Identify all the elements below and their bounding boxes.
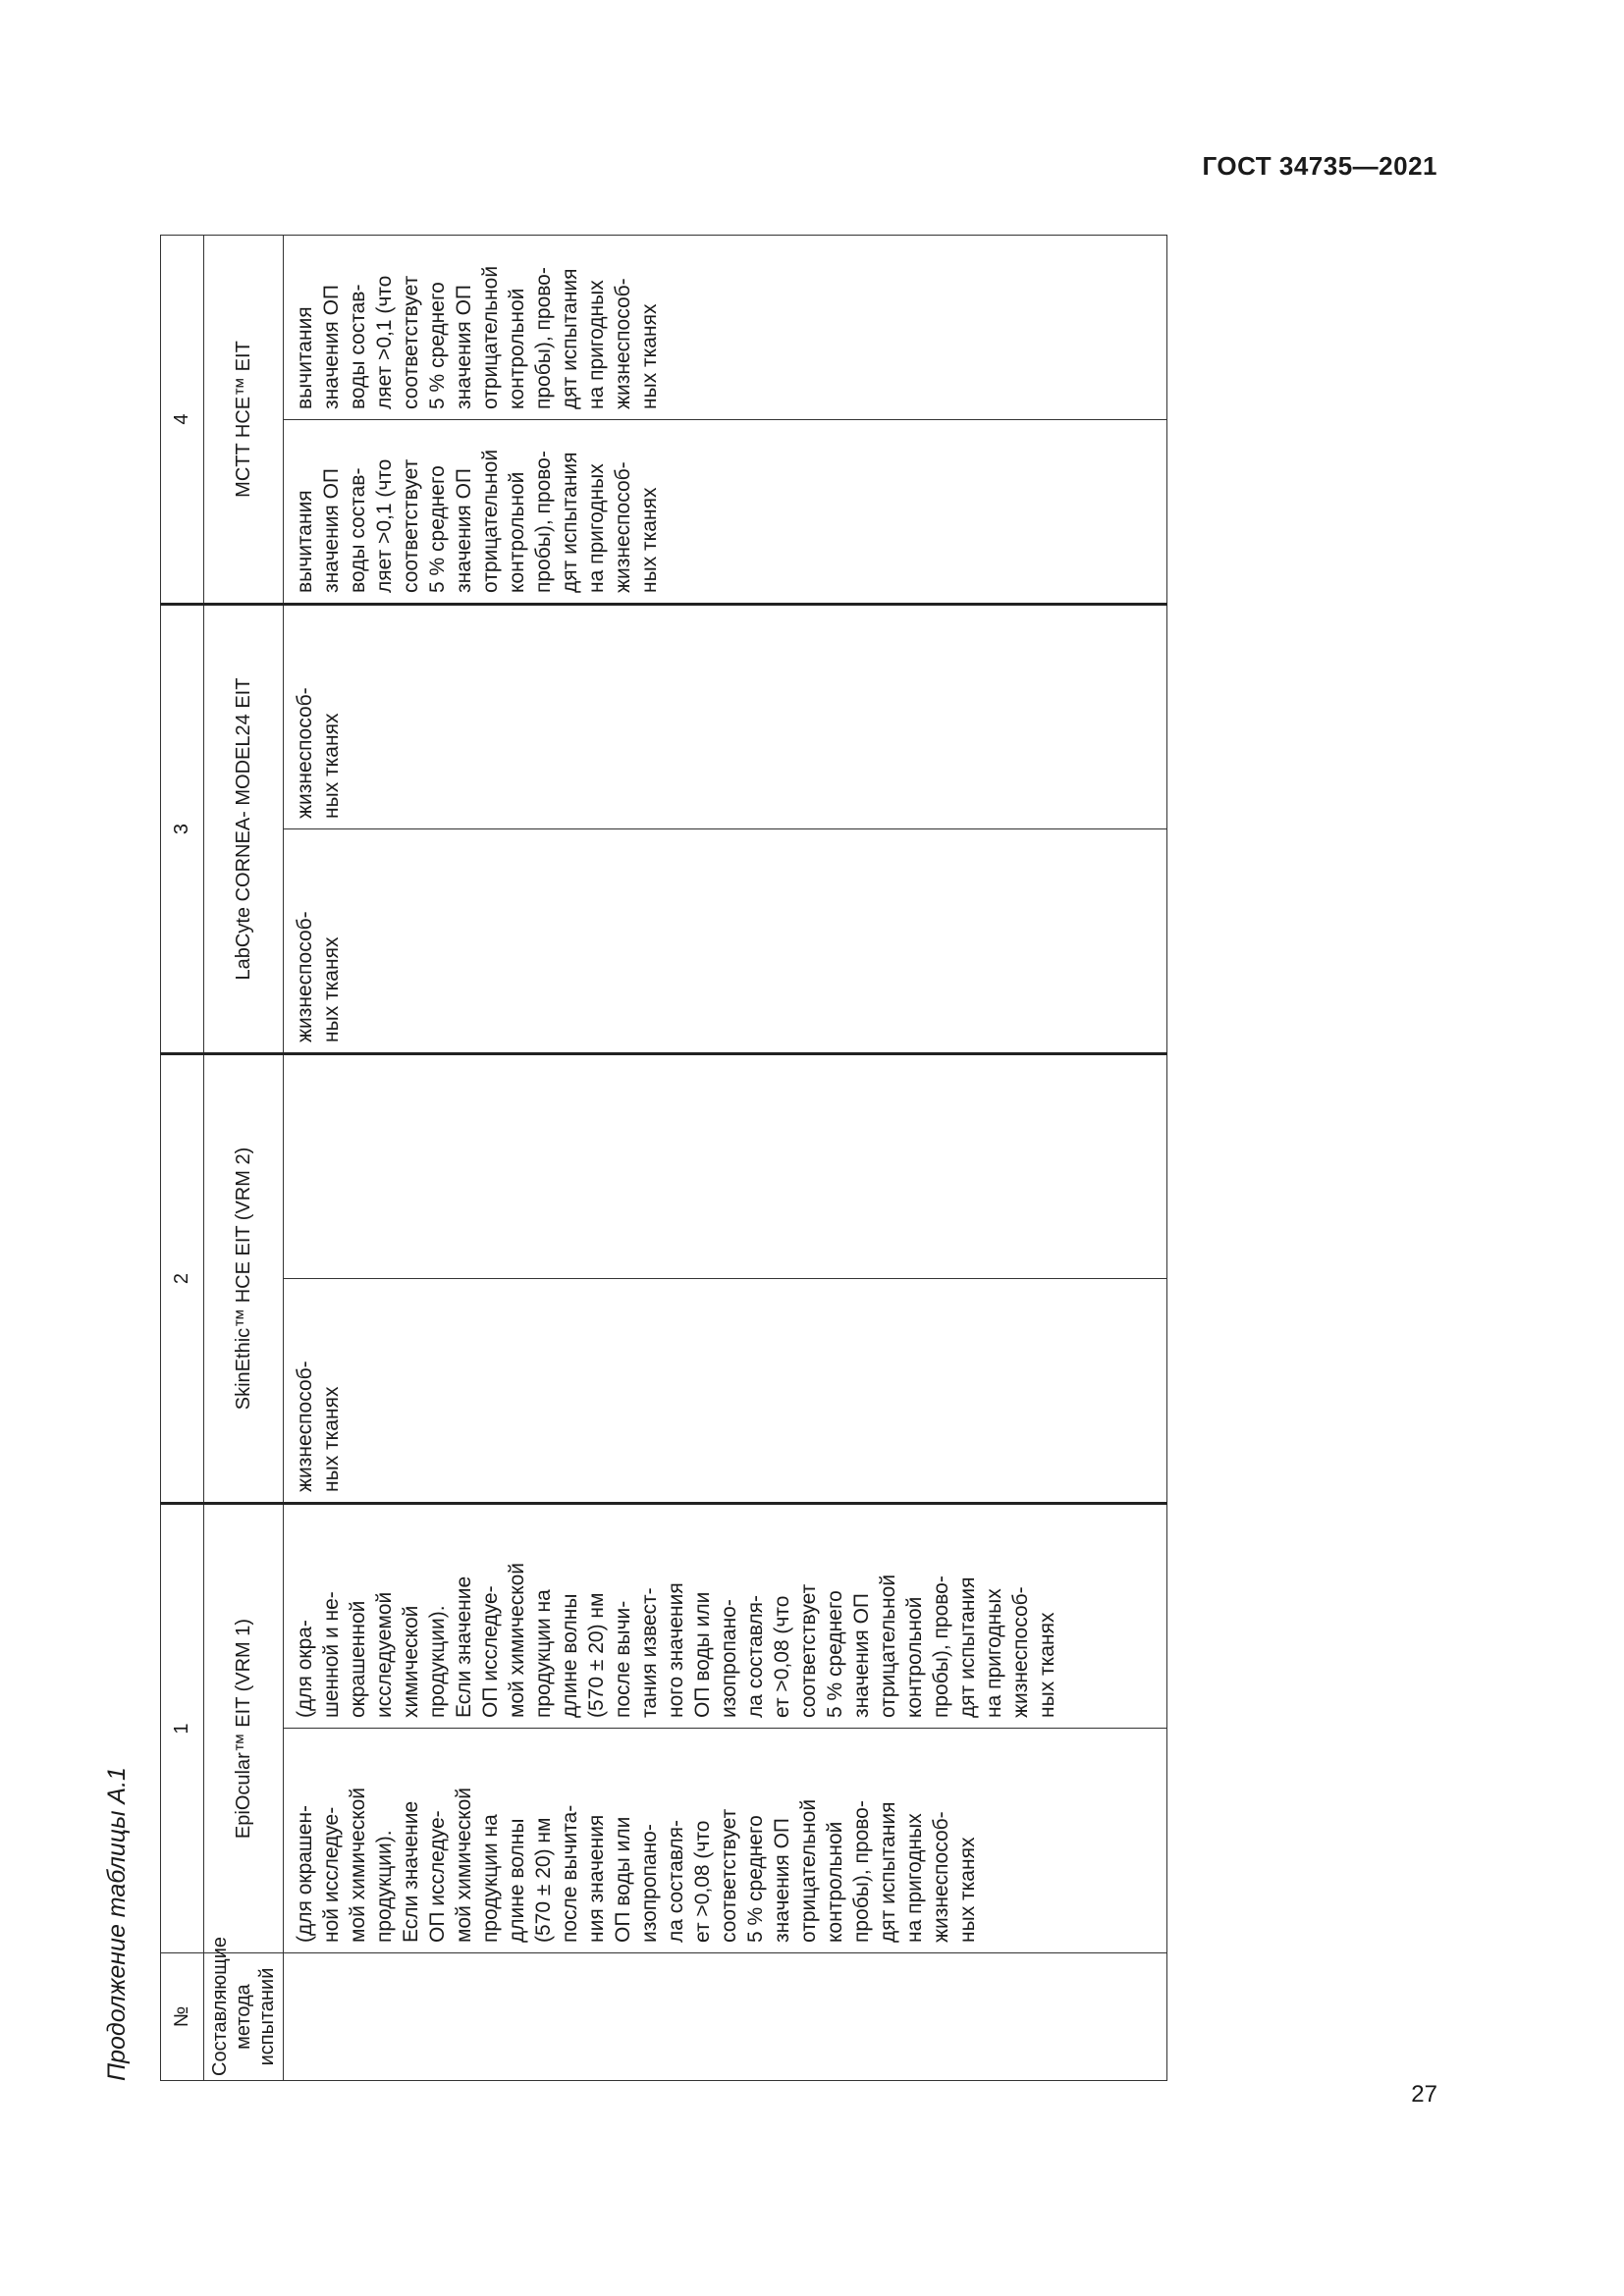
column-number-row [161, 236, 204, 2081]
cell-text-line: продукции на [532, 1589, 555, 1718]
cell-text-line: значения ОП [453, 284, 475, 409]
cell-text-line: ла составля- [665, 1819, 687, 1943]
cell-text-line: на пригодных [903, 1813, 926, 1943]
cell-text-line: химической [400, 1605, 422, 1718]
cell-text-line: пробы), прово- [930, 1575, 952, 1718]
table-cell [284, 1504, 1167, 1729]
cell-text-line: контрольной [506, 471, 528, 593]
column-name-row [204, 236, 284, 2081]
header-col-4-number: 4 [161, 236, 204, 605]
table-cell [284, 1729, 1167, 1953]
cell-text-line: тания извест- [638, 1587, 661, 1718]
cell-text-line: вычитания [294, 306, 316, 409]
cell-text-line: длине волны [559, 1593, 581, 1718]
cell-text-line: изопропано- [718, 1599, 740, 1718]
cell-text-line: (для окра- [294, 1620, 316, 1718]
cell-text-line: мой химической [453, 1787, 475, 1943]
cell-text-line: 5 % среднего [426, 282, 449, 409]
cell-text-line: (для окрашен- [294, 1804, 316, 1943]
cell-text-line: (570 ± 20) нм [585, 1592, 608, 1718]
cell-text-line: пробы), прово- [532, 267, 555, 409]
cell-text-line: дят испытания [877, 1801, 899, 1943]
cell-text-line: после вычита- [559, 1804, 581, 1943]
cell-text-line: ной исследуе- [320, 1806, 343, 1943]
cell-text-line: жизнеспособ- [1009, 1586, 1032, 1718]
cell-text-line: ных тканях [638, 303, 661, 409]
cell-text-line: жизнеспособ- [294, 1361, 316, 1492]
cell-text-line: 5 % среднего [744, 1815, 767, 1943]
document-code: ГОСТ 34735—2021 [1202, 151, 1437, 181]
cell-text-line: дят испытания [559, 268, 581, 409]
cell-text-line: воды состав- [347, 467, 369, 593]
column-name-labcyte: LabCyte CORNEA- MODEL24 EIT [204, 605, 284, 1054]
header-col-1-number: 1 [161, 1504, 204, 1953]
cell-text-line: значения ОП [320, 467, 343, 593]
table-cell [284, 420, 1167, 605]
cell-text-line: ных тканях [320, 713, 343, 819]
cell-text-line: на пригодных [983, 1588, 1005, 1718]
cell-text-line: отрицательной [479, 265, 502, 409]
cell-text-line: изопропано- [638, 1824, 661, 1943]
continuation-table [160, 235, 1167, 2081]
cell-text-line: отрицательной [479, 449, 502, 593]
rotated-table-block [103, 236, 1168, 2081]
column-name-skinethic: SkinEthic™ HCE EIT (VRM 2) [204, 1054, 284, 1504]
cell-text-line: ных тканях [956, 1837, 979, 1943]
table-cell [284, 1054, 1167, 1279]
cell-text-line: продукции на [479, 1814, 502, 1943]
cell-text-line: Если значение [400, 1800, 422, 1943]
cell-text-line: жизнеспособ- [612, 278, 634, 409]
cell-text-line: шенной и не- [320, 1591, 343, 1718]
cell-text-line: ет >0,08 (что [691, 1820, 714, 1943]
cell-text-line: окрашенной [347, 1600, 369, 1718]
cell-text-line: ет >0,08 (что [771, 1595, 793, 1718]
cell-text-line: дят испытания [559, 452, 581, 593]
cell-text-line: значения ОП [850, 1592, 873, 1718]
cell-text-line: значения ОП [453, 467, 475, 593]
cell-text-line: на пригодных [585, 280, 608, 409]
row-header-empty-cell [284, 1953, 1167, 2081]
row-header-line-1: Составляющие [209, 1936, 231, 2076]
column-name-mctt: MCTT HCE™ EIT [204, 236, 284, 605]
cell-text-line: дят испытания [956, 1576, 979, 1718]
cell-text-line: ния значения [585, 1814, 608, 1943]
cell-text-line: жизнеспособ- [294, 911, 316, 1042]
table-cell [284, 236, 1167, 420]
cell-text-line: жизнеспособ- [294, 687, 316, 819]
row-header-line-2: метода испытаний [233, 1967, 278, 2066]
cell-text-line: пробы), прово- [850, 1800, 873, 1943]
cell-text-line: ОП воды или [612, 1816, 634, 1943]
header-col-3-number: 3 [161, 605, 204, 1054]
header-col-2-number: 2 [161, 1054, 204, 1504]
cell-text-line: мой химической [347, 1787, 369, 1943]
cell-text-line: Если значение [453, 1575, 475, 1718]
cell-text-line: жизнеспособ- [612, 461, 634, 593]
table-caption: Продолжение таблицы А.1 [103, 1767, 131, 2081]
cell-text-line: соответствует [400, 275, 422, 409]
cell-text-line: длине волны [506, 1818, 528, 1943]
cell-text-line: ных тканях [638, 487, 661, 593]
cell-text-line: ляет >0,1 (что [373, 275, 396, 409]
cell-text-line: жизнеспособ- [930, 1811, 952, 1943]
cell-text-line: значения ОП [771, 1817, 793, 1943]
cell-text-line: воды состав- [347, 284, 369, 409]
cell-text-line: ОП исследуе- [426, 1810, 449, 1943]
row-header-cell [204, 1936, 284, 2081]
page-number: 27 [1411, 2081, 1437, 2108]
cell-text-line: ОП исследуе- [479, 1585, 502, 1718]
cell-text-line: значения ОП [320, 284, 343, 409]
table-row [284, 236, 1167, 2081]
cell-text-line: ных тканях [320, 936, 343, 1042]
header-number-sign: № [161, 1953, 204, 2081]
cell-text-line: ных тканях [320, 1386, 343, 1492]
cell-text-line: ных тканях [1036, 1612, 1058, 1718]
cell-text-line: соответствует [400, 458, 422, 593]
table-cell [284, 829, 1167, 1054]
cell-text-line: соответствует [797, 1583, 820, 1718]
cell-text-line: 5 % среднего [824, 1590, 846, 1718]
cell-text-line: ОП воды или [691, 1591, 714, 1718]
column-name-epiocular: EpiOcular™ EIT (VRM 1) [204, 1504, 284, 1953]
table-cell [284, 605, 1167, 829]
cell-text-line: контрольной [903, 1596, 926, 1718]
cell-text-line: после вычи- [612, 1600, 634, 1718]
cell-text-line: ла составля- [744, 1594, 767, 1718]
cell-text-line: исследуемой [373, 1591, 396, 1718]
cell-text-line: мой химической [506, 1562, 528, 1718]
table-cell [284, 1279, 1167, 1504]
cell-text-line: ного значения [665, 1582, 687, 1718]
cell-text-line: контрольной [506, 288, 528, 409]
cell-text-line: ляет >0,1 (что [373, 458, 396, 593]
cell-text-line: 5 % среднего [426, 465, 449, 593]
cell-text-line: пробы), прово- [532, 451, 555, 593]
cell-text-line: на пригодных [585, 463, 608, 593]
cell-text-line: вычитания [294, 490, 316, 593]
cell-text-line: контрольной [824, 1821, 846, 1943]
cell-text-line: (570 ± 20) нм [532, 1817, 555, 1943]
cell-text-line: продукции). [373, 1830, 396, 1943]
cell-text-line: отрицательной [797, 1798, 820, 1943]
cell-text-line: соответствует [718, 1808, 740, 1943]
cell-text-line: продукции). [426, 1605, 449, 1718]
cell-text-line: отрицательной [877, 1574, 899, 1718]
